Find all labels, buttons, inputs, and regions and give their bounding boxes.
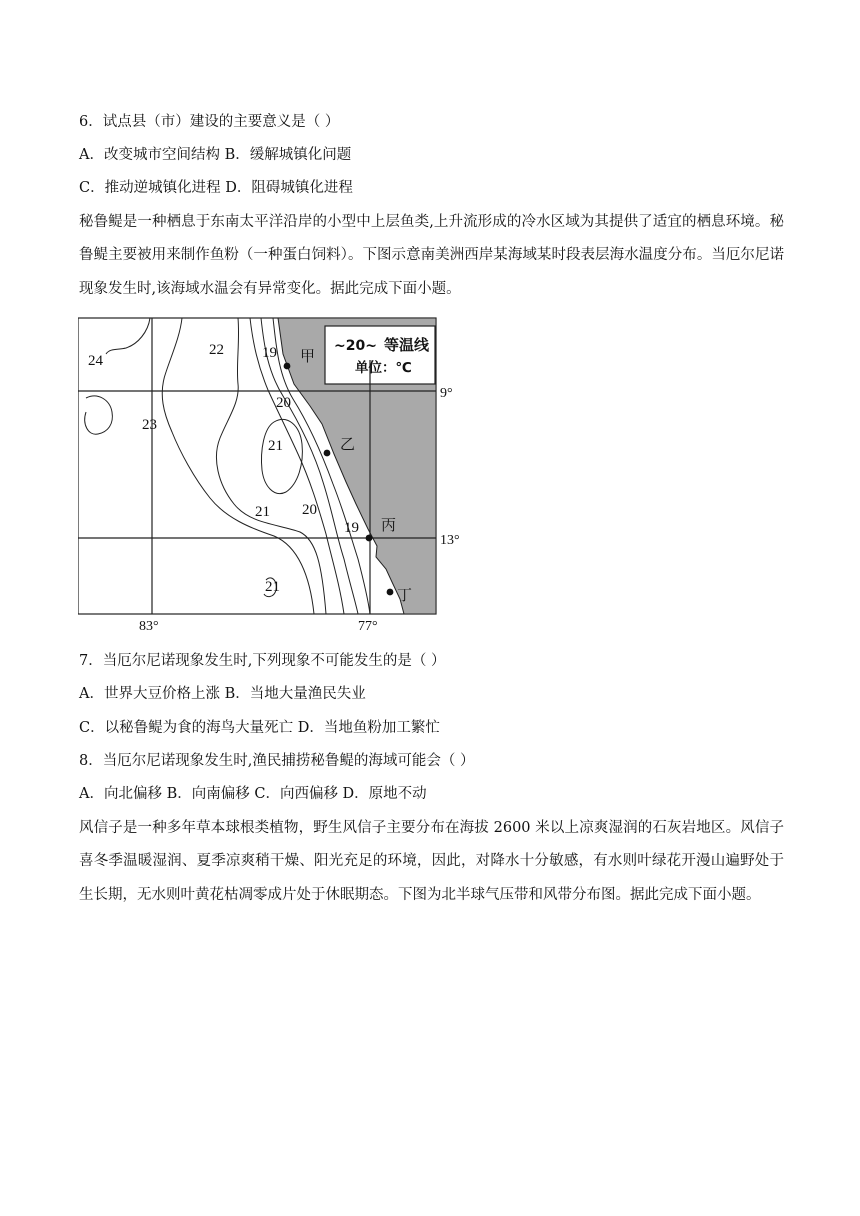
- q7-options-ab: A．世界大豆价格上涨 B．当地大量渔民失业: [79, 686, 366, 702]
- isotherm-label-20-south: 20: [302, 502, 317, 518]
- isotherm-label-23: 23: [142, 417, 157, 433]
- q7-stem: 7．当厄尔尼诺现象发生时,下列现象不可能发生的是（ ）: [79, 653, 446, 669]
- isotherm-label-24: 24: [88, 353, 103, 369]
- lat-label-9: 9°: [440, 386, 453, 401]
- map-legend: [325, 326, 435, 384]
- q6-options-ab: A．改变城市空间结构 B．缓解城镇化问题: [79, 147, 352, 163]
- sea-temperature-map: [78, 314, 470, 636]
- isotherm-label-21-south: 21: [255, 504, 270, 520]
- svg-text:乙: 乙: [340, 435, 356, 453]
- legend-unit: 单位：℃: [355, 360, 412, 376]
- q6-options-cd: C．推动逆城镇化进程 D．阻碍城镇化进程: [79, 180, 353, 196]
- legend-title: 等温线: [384, 336, 430, 354]
- q8-stem: 8．当厄尔尼诺现象发生时,渔民捕捞秘鲁鳀的海域可能会（ ）: [79, 753, 475, 769]
- isotherm-label-21-bottom: 21: [265, 579, 280, 595]
- q6-stem: 6．试点县（市）建设的主要意义是（ ）: [79, 114, 340, 130]
- isotherm-label-21-center: 21: [268, 438, 283, 454]
- lat-label-13: 13°: [440, 533, 460, 548]
- legend-line-sample: ~20~: [334, 338, 377, 354]
- isotherm-label-20-north: 20: [276, 395, 291, 411]
- isotherm-label-19-north: 19: [262, 345, 277, 361]
- passage-hyacinth: 风信子是一种多年草本球根类植物，野生风信子主要分布在海拔 2600 米以上凉爽湿润的石灰岩地区。风信子喜冬季温暖湿润、夏季凉爽稍干燥、阳光充足的环境，因此，对降水十分敏感，有水则叶绿花开漫山遍野处于生长期，无水则叶黄花枯凋零成片处于休眠期态。下图为北半球气压带和风带分布图。据此完成下面小题。: [79, 820, 784, 903]
- passage-peruvian-anchovy: 秘鲁鳀是一种栖息于东南太平洋沿岸的小型中上层鱼类,上升流形成的冷水区域为其提供了适宜的栖息环境。秘鲁鳀主要被用来制作鱼粉（一种蛋白饲料）。下图示意南美洲西岸某海域某时段表层海水温度分布。当厄尔尼诺现象发生时,该海域水温会有异常变化。据此完成下面小题。: [79, 214, 784, 297]
- lon-label-83: 83°: [139, 619, 159, 634]
- isotherm-label-22: 22: [209, 342, 224, 358]
- lon-label-77: 77°: [358, 619, 378, 634]
- svg-text:丙: 丙: [381, 516, 397, 534]
- isotherm-label-19-south: 19: [344, 520, 359, 536]
- svg-text:甲: 甲: [300, 347, 316, 365]
- q8-options: A．向北偏移 B．向南偏移 C．向西偏移 D．原地不动: [79, 786, 427, 802]
- q7-options-cd: C．以秘鲁鳀为食的海鸟大量死亡 D．当地鱼粉加工繁忙: [79, 720, 440, 736]
- svg-text:丁: 丁: [397, 586, 413, 604]
